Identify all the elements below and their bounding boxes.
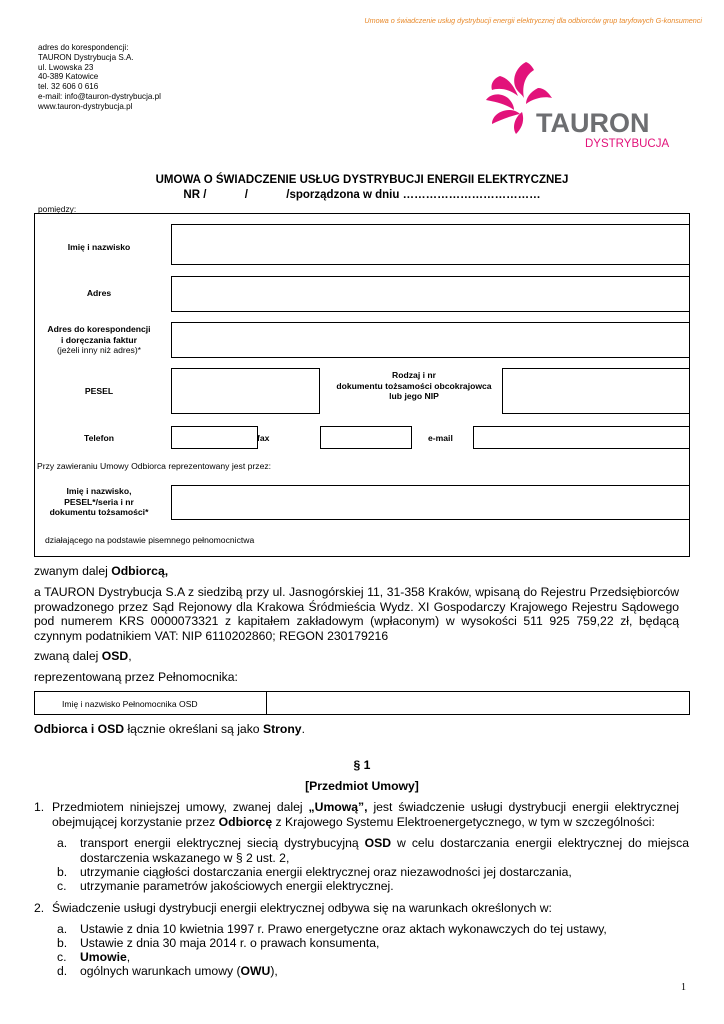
text: ), [270,964,278,978]
represented-by: reprezentowaną przez Pełnomocnika: [34,670,238,684]
contract-title [0,173,724,203]
item-1-line [52,815,679,830]
correspondence-label-line: i doręczania faktur [61,334,137,345]
subitem-mark: b. [57,865,68,879]
address-line: ul. Lwowska 23 [38,62,94,72]
correspondence-label [36,324,162,356]
correspondence-address [38,43,161,112]
representative-field[interactable] [171,485,690,520]
page-number: 1 [681,982,686,993]
text: . [301,722,305,736]
address-website: www.tauron-dystrybucja.pl [38,101,133,111]
item-1-line [52,800,679,815]
text: transport energii elektrycznej siecią dystrybucyjną [80,836,365,850]
doc-label-line: Rodzaj i nr [392,370,436,380]
subitem-b-text: utrzymanie ciągłości dostarczania energii elektrycznej oraz niezawodności jej dostarczania, [80,865,572,879]
item-number: 1. [34,800,45,814]
rep-label-line: dokumentu tożsamości* [49,507,149,517]
tauron-flower-icon [478,58,670,150]
correspondence-label-line: Adres do korespondencji [47,324,151,334]
address-line: tel. 32 606 0 616 [38,82,99,92]
logo-subtitle: DYSTRYBUCJA [585,138,670,150]
email-label: e-mail [428,433,453,443]
address-line: TAURON Dystrybucja S.A. [38,52,134,62]
fax-field[interactable] [320,426,412,449]
item-number: 2. [34,901,45,915]
foreign-document-label [322,370,506,402]
fax-label: fax [257,433,270,443]
text: , [128,649,132,663]
subitem-mark: a. [57,836,68,850]
subitem-mark: c. [57,879,67,893]
header-note: Umowa o świadczenie usług dystrybucji energii elektrycznej dla odbiorców grup taryfowych G-konsumenci [364,16,702,25]
pesel-label: PESEL [84,386,114,396]
subitem-a-text: Ustawie z dnia 10 kwietnia 1997 r. Prawo energetyczne oraz aktach wykonawczych do tej ustawy, [80,922,607,936]
text: zwaną dalej [34,649,102,663]
customer-term: Odbiorcą, [111,564,169,578]
tauron-logo [478,58,670,150]
section-title: [Przedmiot Umowy] [305,779,419,793]
text: z Krajowego Systemu Elektroenergetycznego, w tym w szczególności: [272,814,655,829]
doc-label-line: lub jego NIP [389,391,439,401]
text: ogólnych warunkach umowy ( [80,964,241,978]
correspondence-address-field[interactable] [171,322,690,358]
proxy-name-field[interactable] [266,691,690,715]
logo-wordmark: TAURON [536,108,650,138]
phone-label: Telefon [84,433,114,443]
section-number: § 1 [353,758,371,772]
address-line: 40-389 Katowice [38,72,99,82]
text: łącznie określani są jako [124,722,263,736]
subitem-mark: b. [57,936,68,950]
parties-term: Strony [262,722,302,736]
rep-label-line: Imię i nazwisko, [66,486,132,496]
doc-label-line: dokumentu tożsamości obcokrajowca [336,380,492,391]
foreign-document-field[interactable] [502,368,690,414]
proxy-label: Imię i nazwisko Pełnomocnika OSD [62,699,198,709]
osd-term: OSD [101,649,129,663]
umowa-term: „Umową”, [308,800,368,814]
osd-line: pod numerem KRS 0000073321 z kapitałem zakładowym (wpłaconym) w wysokości 511 925 759,22 zł, będącą [34,614,679,628]
subitem-mark: c. [57,950,67,964]
customer-called-as [34,564,168,579]
representation-note: Przy zawieraniu Umowy Odbiorca reprezentowany jest przez: [37,461,272,471]
title-line: UMOWA O ŚWIADCZENIE USŁUG DYSTRYBUCJI ENERGII ELEKTRYCZNEJ [155,174,569,186]
osd-term: OSD [364,836,392,850]
contract-number-line: NR / / /sporządzona w dniu ……………………………… [183,189,541,201]
osd-line: a TAURON Dystrybucja S.A z siedzibą przy ul. Jasnogórskiej 11, 31-358 Kraków, wpisaną do Rejestru Przedsiębiorców [34,585,679,599]
name-label: Imię i nazwisko [67,242,131,252]
text: obejmującej korzystanie przez [52,814,219,829]
subitem-d-text [80,964,278,979]
address-email: e-mail: info@tauron-dystrybucja.pl [38,91,161,101]
osd-line: prowadzonego przez Sąd Rejonowy dla Krakowa Śródmieścia Wydz. XI Gospodarczy Krajowego Rejestru Sądowego [34,599,679,614]
subitem-b-text: Ustawie z dnia 30 maja 2014 r. o prawach konsumenta, [80,936,380,950]
customer-term: Odbiorcę [218,814,273,829]
email-field[interactable] [473,426,690,449]
text: Przedmiotem niniejszej umowy, zwanej dalej [52,800,309,814]
name-field[interactable] [171,224,690,265]
between-label: pomiędzy: [38,204,77,214]
address-field[interactable] [171,276,690,312]
subitem-a-line [80,836,689,851]
representative-label [36,486,162,518]
subitem-c-text [80,950,130,965]
text: , [126,950,131,964]
item-1-text [52,800,679,829]
text: jest świadczenie usługi dystrybucji energii elektrycznej [367,800,679,814]
address-line: adres do korespondencji: [38,43,129,52]
parties-term: Odbiorca i OSD [34,722,125,736]
owu-term: OWU [240,964,271,978]
subitem-c-text: utrzymanie parametrów jakościowych energii elektrycznej. [80,879,394,893]
osd-description [34,585,679,643]
correspondence-label-note: (jeżeli inny niż adres)* [56,345,142,355]
power-of-attorney-note: działającego na podstawie pisemnego pełnomocnictwa [45,535,255,545]
parties-definition [34,722,305,737]
item-2-text: Świadczenie usługi dystrybucji energii elektrycznej odbywa się na warunkach określonych w: [52,901,552,915]
text: w celu dostarczania energii elektrycznej do miejsca [391,836,689,850]
osd-line: czynnym podatnikiem VAT: NIP 6110202860; REGON 230179216 [34,628,389,643]
pesel-field[interactable] [171,368,320,414]
subitem-a-text [80,836,689,865]
rep-label-line: PESEL*/seria i nr [64,496,134,507]
subitem-a-line: dostarczenia wskazanego w § 2 ust. 2, [80,850,290,865]
subitem-mark: a. [57,922,68,936]
text: zwanym dalej [34,564,112,578]
address-label: Adres [86,288,112,298]
osd-called-as [34,649,132,664]
subitem-mark: d. [57,964,68,978]
umowa-term: Umowie [80,950,127,964]
phone-field[interactable] [171,426,258,449]
